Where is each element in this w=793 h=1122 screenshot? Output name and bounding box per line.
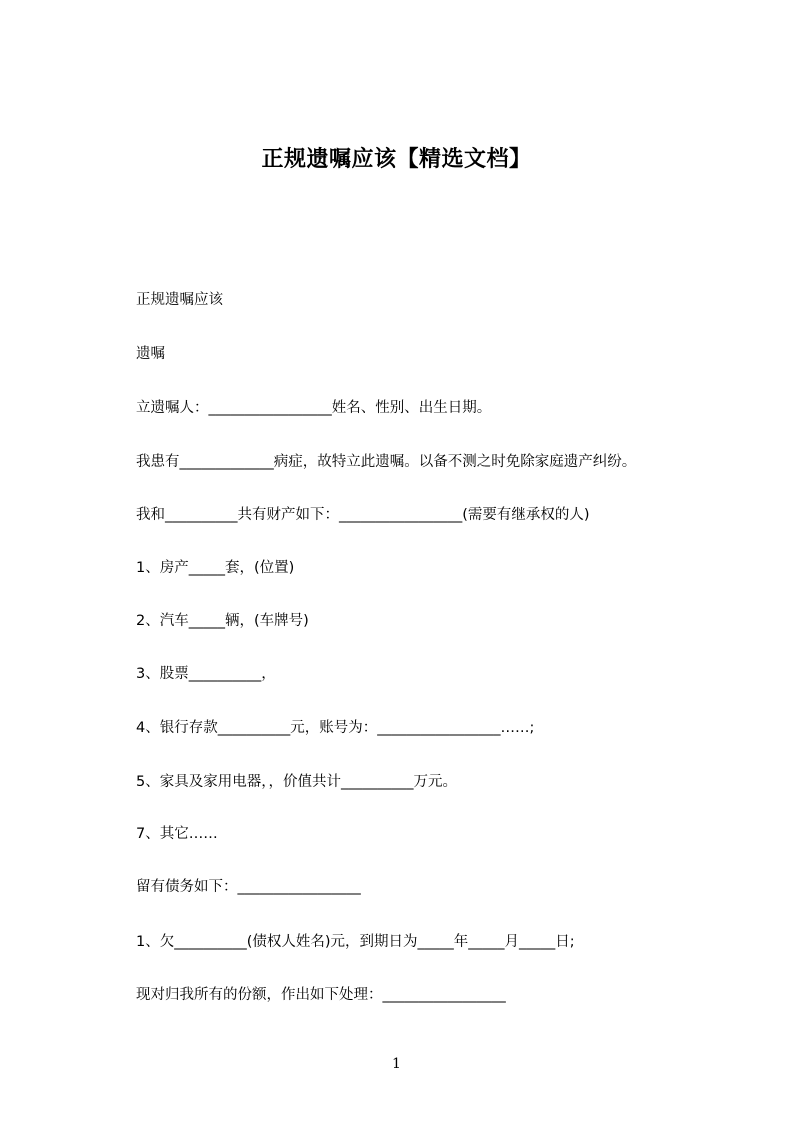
paragraph-disposal: 现对归我所有的份额，作出如下处理：_________________ bbox=[136, 987, 506, 1003]
list-item-car: 2、汽车_____辆，(车牌号) bbox=[136, 613, 309, 629]
paragraph-will-label: 遗嘱 bbox=[136, 346, 165, 362]
list-item-other: 7、其它…… bbox=[136, 826, 218, 842]
list-item-furniture: 5、家具及家用电器，，价值共计__________万元。 bbox=[136, 774, 457, 790]
page-number: 1 bbox=[392, 1056, 401, 1072]
paragraph-illness: 我患有_____________病症，故特立此遗嘱。以备不测之时免除家庭遗产纠纷。 bbox=[136, 454, 637, 470]
list-item-house: 1、房产_____套，(位置) bbox=[136, 560, 295, 576]
list-item-debt: 1、欠__________(债权人姓名)元，到期日为_____年_____月_____日; bbox=[136, 934, 575, 950]
list-item-bank-deposit: 4、银行存款__________元，账号为：_________________……; bbox=[136, 720, 535, 736]
paragraph-testator: 立遗嘱人：_________________姓名、性别、出生日期。 bbox=[136, 400, 492, 416]
paragraph-debts: 留有债务如下：_________________ bbox=[136, 879, 361, 895]
paragraph-joint-property: 我和__________共有财产如下：_________________(需要有继承权的人) bbox=[136, 507, 590, 523]
paragraph-heading: 正规遗嘱应该 bbox=[136, 292, 223, 308]
page-title: 正规遗嘱应该【精选文档】 bbox=[261, 147, 532, 172]
list-item-stocks: 3、股票__________， bbox=[136, 666, 276, 682]
